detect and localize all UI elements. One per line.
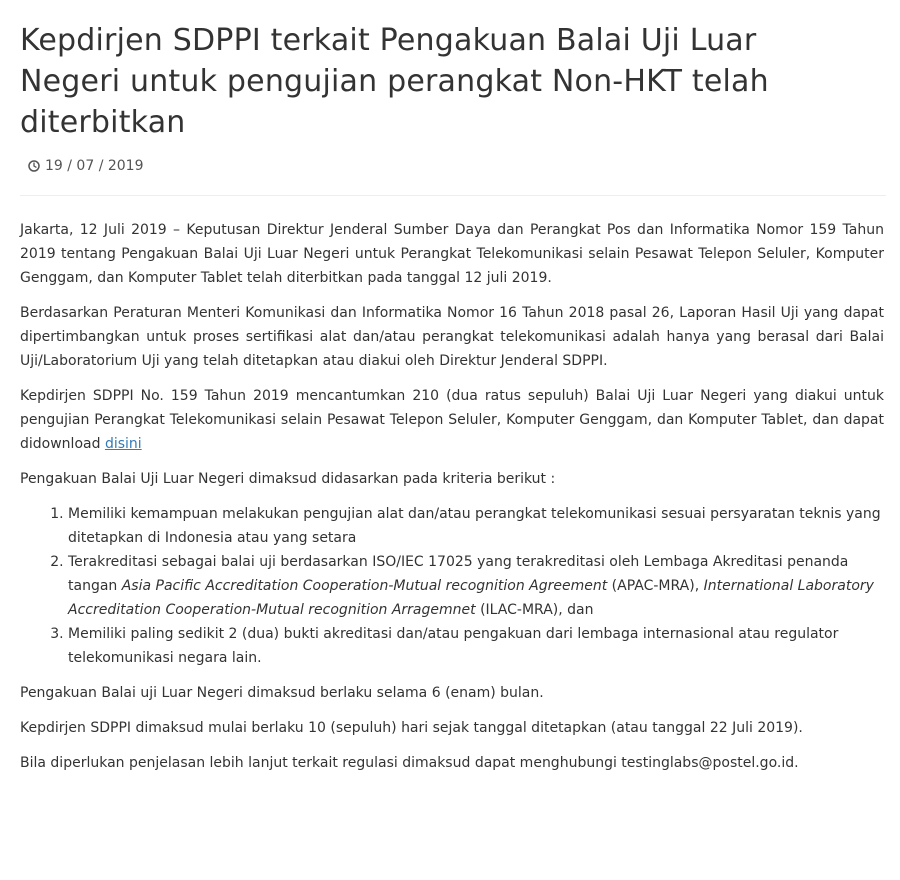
criteria-item-2-text-1: Terakreditasi sebagai balai uji berdasarkan ISO/IEC 17025 yang terakreditasi oleh Lembaga Akreditasi penanda tangan — [68, 554, 849, 594]
criteria-item-2-ilac: International Laboratory Accreditation Cooperation-Mutual recognition Arragemnet — [68, 578, 874, 618]
criteria-item-3: 3. Memiliki paling sedikit 2 (dua) bukti akreditasi dan/atau pengakuan dari lembaga internasional atau regulator telekomunikasi negara lain. — [68, 622, 888, 670]
article-title: Kepdirjen SDPPI terkait Pengakuan Balai Uji Luar Negeri untuk pengujian perangkat Non-HKT telah diterbitkan — [20, 23, 769, 140]
clock-icon — [28, 160, 40, 172]
article-date — [28, 157, 886, 175]
paragraph-download-text: Kepdirjen SDPPI No. 159 Tahun 2019 mencantumkan 210 (dua ratus sepuluh) Balai Uji Luar Negeri yang diakui untuk pengujian Perangkat Telekomunikasi selain Pesawat Telepon Seluler, Komputer Genggam, dan Komputer Tablet, dan dapat didownload — [20, 388, 884, 452]
criteria-item-2-text-3: (ILAC-MRA), dan — [475, 602, 594, 618]
criteria-item-2 — [68, 550, 888, 622]
paragraph-regulation: Berdasarkan Peraturan Menteri Komunikasi dan Informatika Nomor 16 Tahun 2018 pasal 26, Laporan Hasil Uji yang dapat dipertimbangkan untuk proses sertifikasi alat dan/atau perangkat telekomunikasi adalah hanya yang berasal dari Balai Uji/Laboratorium Uji yang telah ditetapkan atau diakui oleh Direktur Jenderal SDPPI. — [20, 305, 884, 369]
criteria-list — [20, 502, 888, 670]
download-link[interactable]: disini — [104, 436, 142, 452]
paragraph-criteria-intro: Pengakuan Balai Uji Luar Negeri dimaksud didasarkan pada kriteria berikut : — [20, 471, 556, 487]
divider — [20, 195, 886, 196]
article-content — [20, 218, 884, 775]
paragraph-intro: Jakarta, 12 Juli 2019 – Keputusan Direktur Jenderal Sumber Daya dan Perangkat Pos dan Informatika Nomor 159 Tahun 2019 tentang Pengakuan Balai Uji Luar Negeri untuk Perangkat Telekomunikasi selain Pesawat Telepon Seluler, Komputer Genggam, dan Komputer Tablet telah diterbitkan pada tanggal 12 juli 2019. — [20, 222, 884, 286]
paragraph-contact: Bila diperlukan penjelasan lebih lanjut terkait regulasi dimaksud dapat menghubungi testinglabs@postel.go.id. — [20, 755, 799, 771]
criteria-item-2-apac: Asia Pacific Accreditation Cooperation-Mutual recognition Agreement — [121, 578, 608, 594]
paragraph-download — [20, 384, 884, 456]
paragraph-effective-date: Kepdirjen SDPPI dimaksud mulai berlaku 10 (sepuluh) hari sejak tanggal ditetapkan (atau tanggal 22 Juli 2019). — [20, 720, 803, 736]
criteria-item-1: 1. Memiliki kemampuan melakukan pengujian alat dan/atau perangkat telekomunikasi sesuai persyaratan teknis yang ditetapkan di Indonesia atau yang setara — [68, 502, 888, 550]
date-text: 19 / 07 / 2019 — [45, 158, 144, 174]
paragraph-validity: Pengakuan Balai uji Luar Negeri dimaksud berlaku selama 6 (enam) bulan. — [20, 685, 544, 701]
criteria-item-2-text-2: (APAC-MRA), — [607, 578, 704, 594]
